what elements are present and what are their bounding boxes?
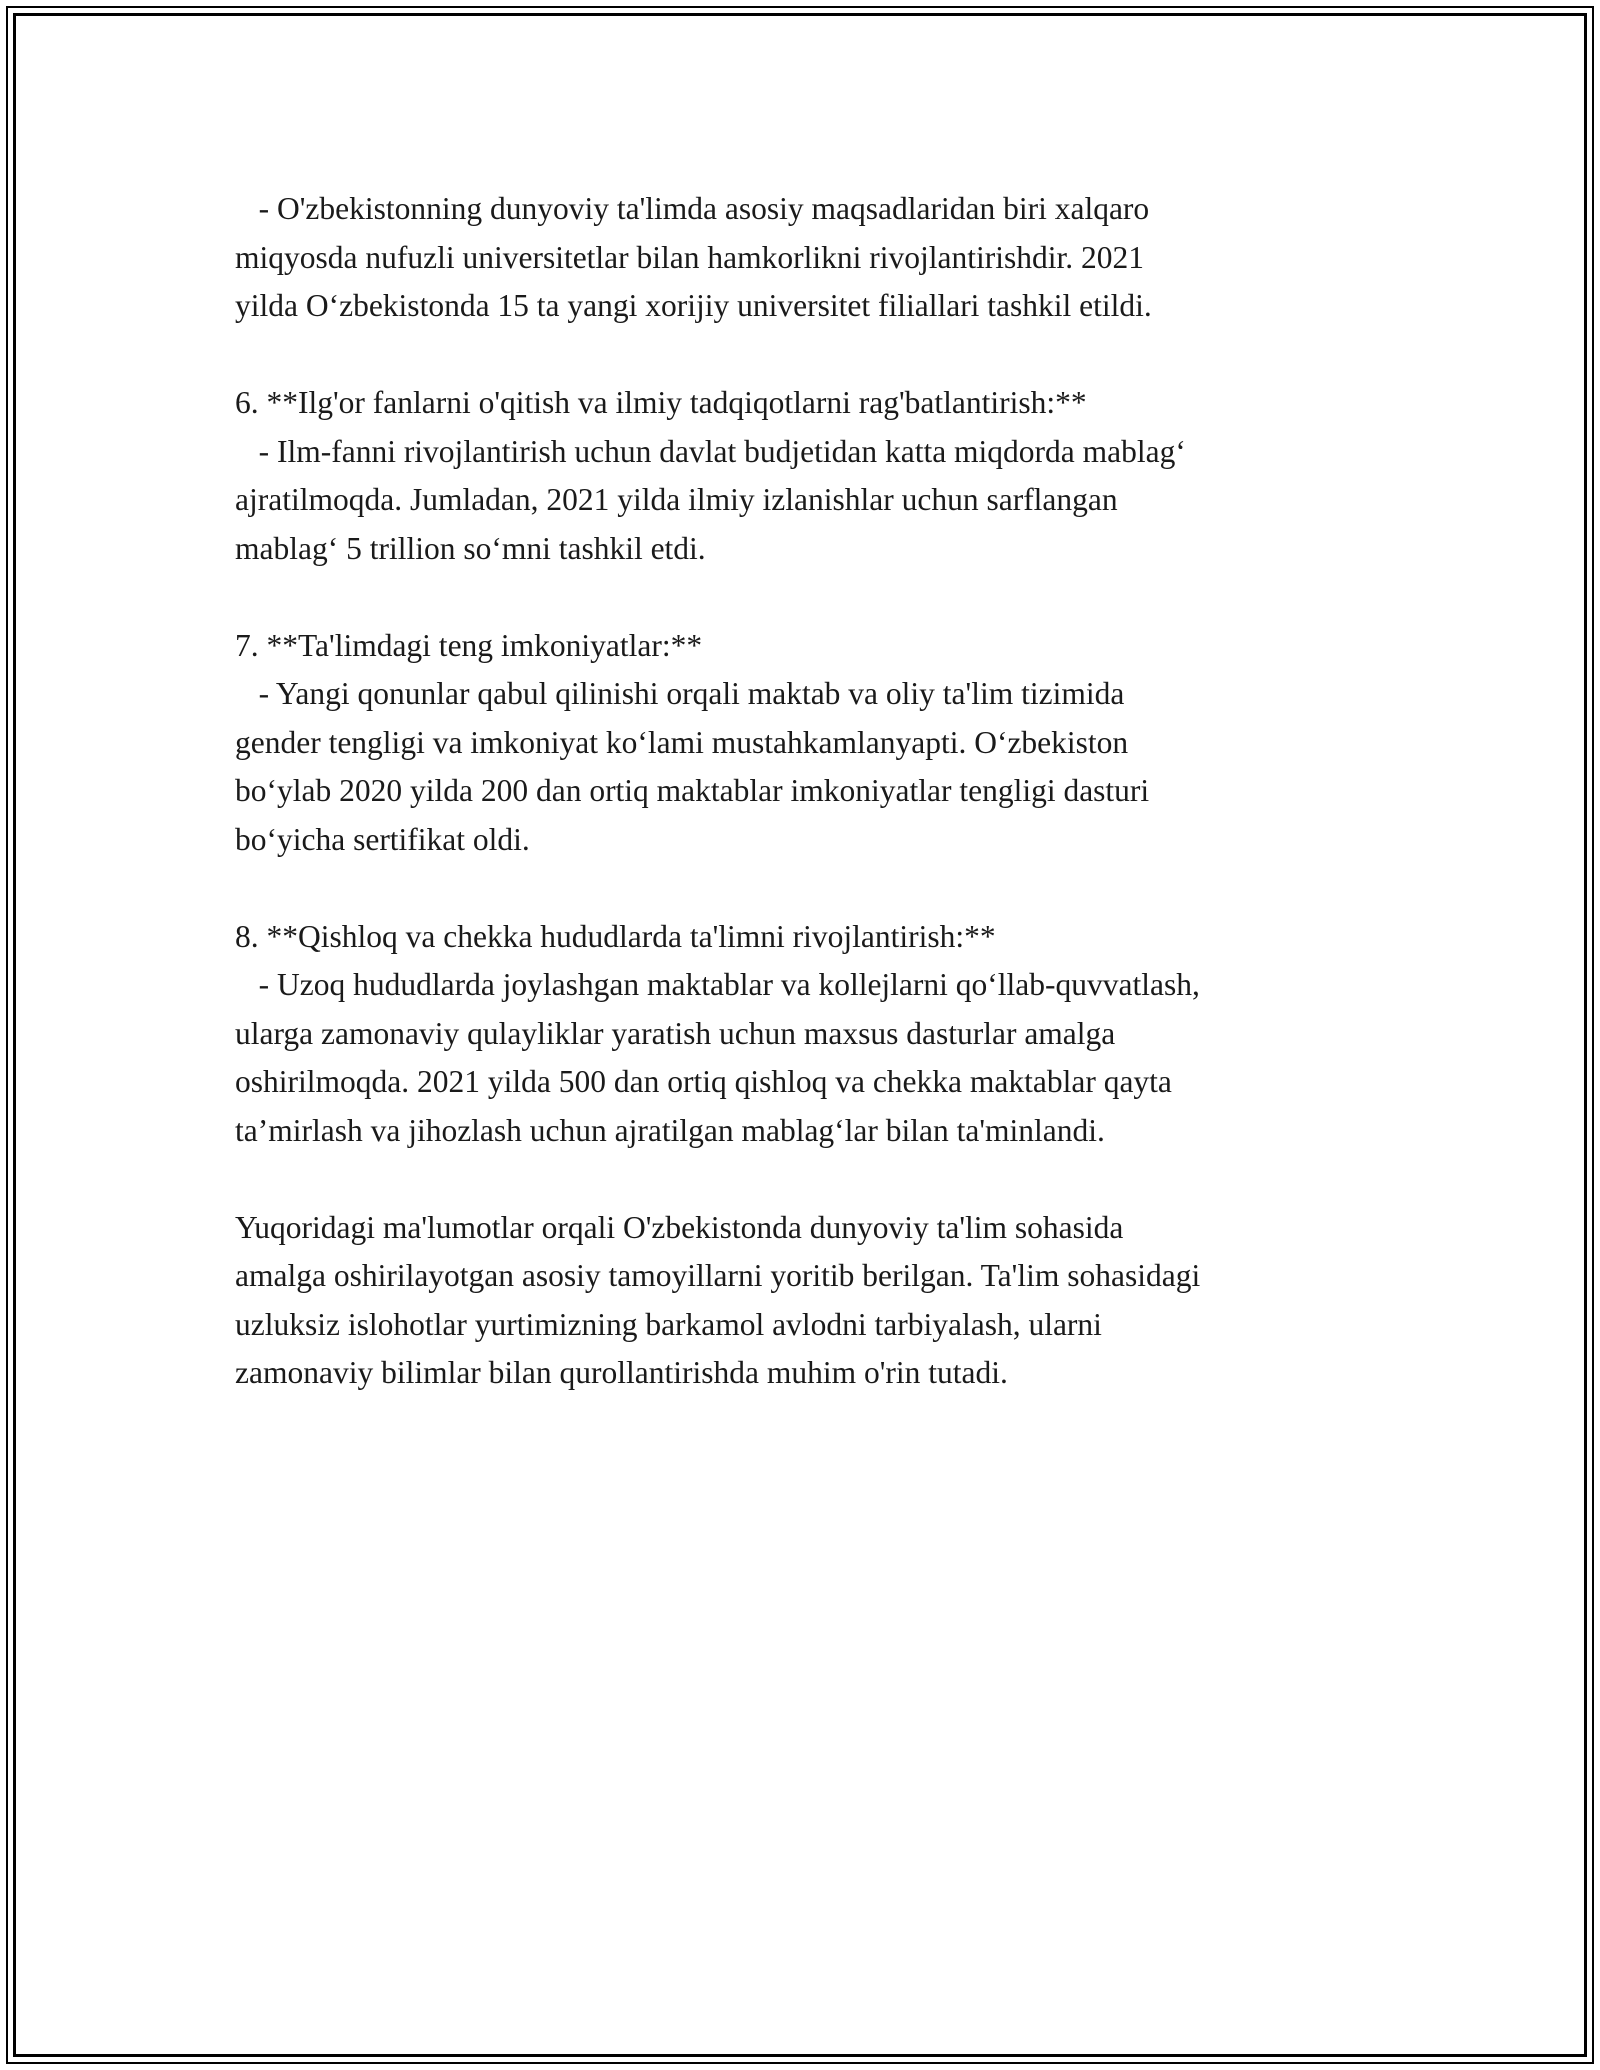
paragraph-gap xyxy=(235,1155,1395,1204)
text-line: - O'zbekistonning dunyoviy ta'limda asosiy maqsadlaridan biri xalqaro xyxy=(235,191,1150,226)
text-line: mablag‘ 5 trillion so‘mni tashkil etdi. xyxy=(235,530,706,566)
text-line: miqyosda nufuzli universitetlar bilan hamkorlikni rivojlantirishdir. 2021 xyxy=(235,239,1144,275)
paragraph-gap xyxy=(235,331,1395,380)
section-heading: 7. **Ta'limdagi teng imkoniyatlar:** xyxy=(235,627,703,663)
section-7 xyxy=(235,622,1395,865)
text-line: - Uzoq hududlarda joylashgan maktablar va kollejlarni qo‘llab-quvvatlash, xyxy=(235,967,1200,1002)
text-line: uzluksiz islohotlar yurtimizning barkamol avlodni tarbiyalash, ularni xyxy=(235,1306,1102,1342)
text-line: ularga zamonaviy qulayliklar yaratish uchun maxsus dasturlar amalga xyxy=(235,1015,1116,1051)
conclusion-paragraph xyxy=(235,1204,1395,1398)
text-line: ajratilmoqda. Jumladan, 2021 yilda ilmiy izlanishlar uchun sarflangan xyxy=(235,482,1118,517)
paragraph-gap xyxy=(235,573,1395,622)
paragraph-gap xyxy=(235,864,1395,913)
text-line: - Ilm-fanni rivojlantirish uchun davlat budjetidan katta miqdorda mablag‘ xyxy=(235,433,1186,469)
section-heading: 8. **Qishloq va chekka hududlarda ta'limni rivojlantirish:** xyxy=(235,918,996,954)
section-8 xyxy=(235,913,1395,1156)
text-line: gender tengligi va imkoniyat ko‘lami mustahkamlanyapti. O‘zbekiston xyxy=(235,724,1129,760)
section-6 xyxy=(235,379,1395,573)
section-heading: 6. **Ilg'or fanlarni o'qitish va ilmiy tadqiqotlarni rag'batlantirish:** xyxy=(235,385,1087,420)
text-line: bo‘yicha sertifikat oldi. xyxy=(235,821,530,857)
intro-paragraph xyxy=(235,185,1395,331)
text-line: amalga oshirilayotgan asosiy tamoyillarni yoritib berilgan. Ta'lim sohasidagi xyxy=(235,1258,1201,1293)
text-line: zamonaviy bilimlar bilan qurollantirishda muhim o'rin tutadi. xyxy=(235,1355,1008,1390)
text-line: Yuqoridagi ma'lumotlar orqali O'zbekistonda dunyoviy ta'lim sohasida xyxy=(235,1209,1124,1245)
text-line: bo‘ylab 2020 yilda 200 dan ortiq maktablar imkoniyatlar tengligi dasturi xyxy=(235,773,1150,808)
text-line: oshirilmoqda. 2021 yilda 500 dan ortiq qishloq va chekka maktablar qayta xyxy=(235,1064,1172,1099)
text-line: ta’mirlash va jihozlash uchun ajratilgan mablag‘lar bilan ta'minlandi. xyxy=(235,1112,1105,1148)
text-line: yilda O‘zbekistonda 15 ta yangi xorijiy universitet filiallari tashkil etildi. xyxy=(235,288,1152,323)
text-line: - Yangi qonunlar qabul qilinishi orqali maktab va oliy ta'lim tizimida xyxy=(235,676,1125,711)
document-body xyxy=(235,185,1395,1398)
